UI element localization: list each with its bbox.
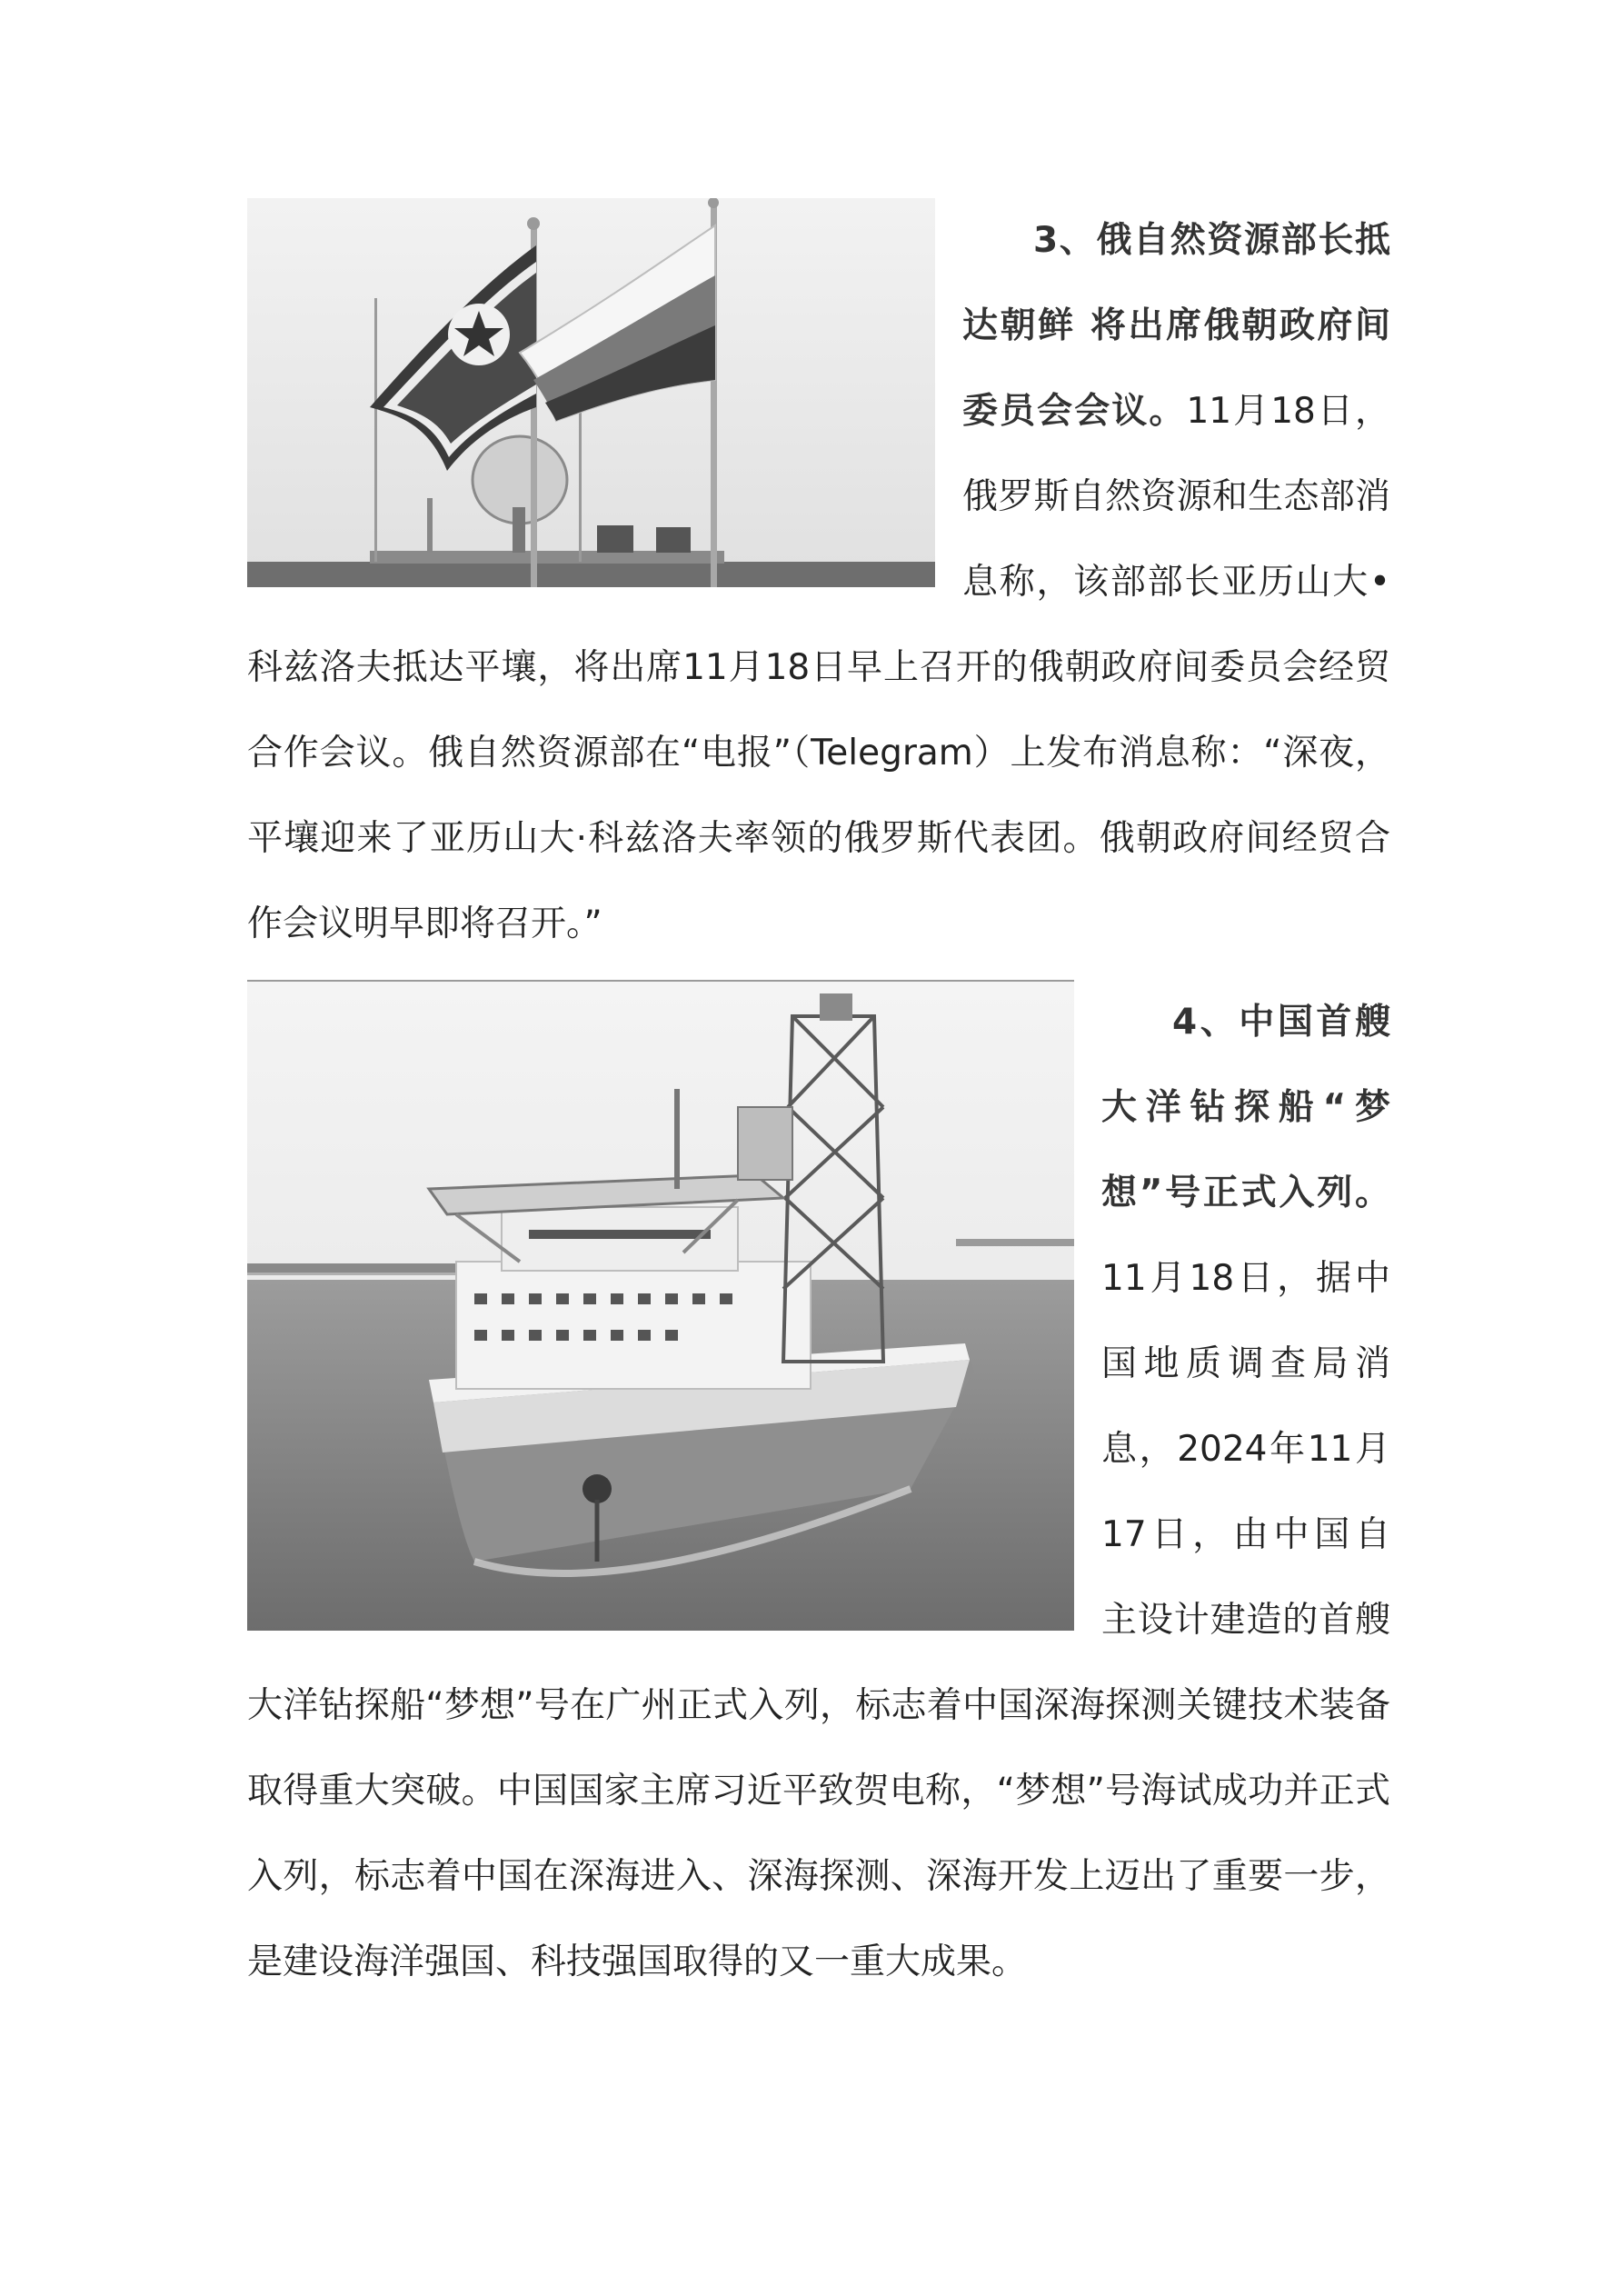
- news-item-4-headline: 4、中国首艘大洋钻探船“梦想”号正式入列。: [1101, 1002, 1390, 1213]
- news-item-4-body: 11月18日，据中国地质调查局消息，2024年11月17日，由中国自主设计建造的首艘大洋钻探船“梦想”号在广州正式入列，标志着中国深海探测关键技术装备取得重大突破。中国国家主席习近平致贺电称，“梦想”号海试成功并正式入列，标志着中国在深海进入、深海探测、深海开发上迈出了重要一步，是建设海洋强国、科技强国取得的又一重大成果。: [247, 1258, 1390, 1982]
- news-item-3: [247, 198, 1390, 967]
- news-item-4: [247, 980, 1390, 2005]
- ship-photo-graphic: [247, 980, 1074, 1631]
- flags-photo-graphic: [247, 198, 935, 587]
- news-item-3-body: 11月18日，俄罗斯自然资源和生态部消息称，该部部长亚历山大•科兹洛夫抵达平壤，将出席11月18日早上召开的俄朝政府间委员会经贸合作会议。俄自然资源部在“电报”（Telegram）上发布消息称：“深夜，平壤迎来了亚历山大·科兹洛夫率领的俄罗斯代表团。俄朝政府间经贸合作会议明早即将召开。”: [247, 391, 1390, 944]
- ship-photo: [247, 980, 1074, 1631]
- flags-photo: [247, 198, 935, 587]
- news-item-3-headline: 3、俄自然资源部长抵达朝鲜 将出席俄朝政府间委员会会议。: [962, 220, 1390, 432]
